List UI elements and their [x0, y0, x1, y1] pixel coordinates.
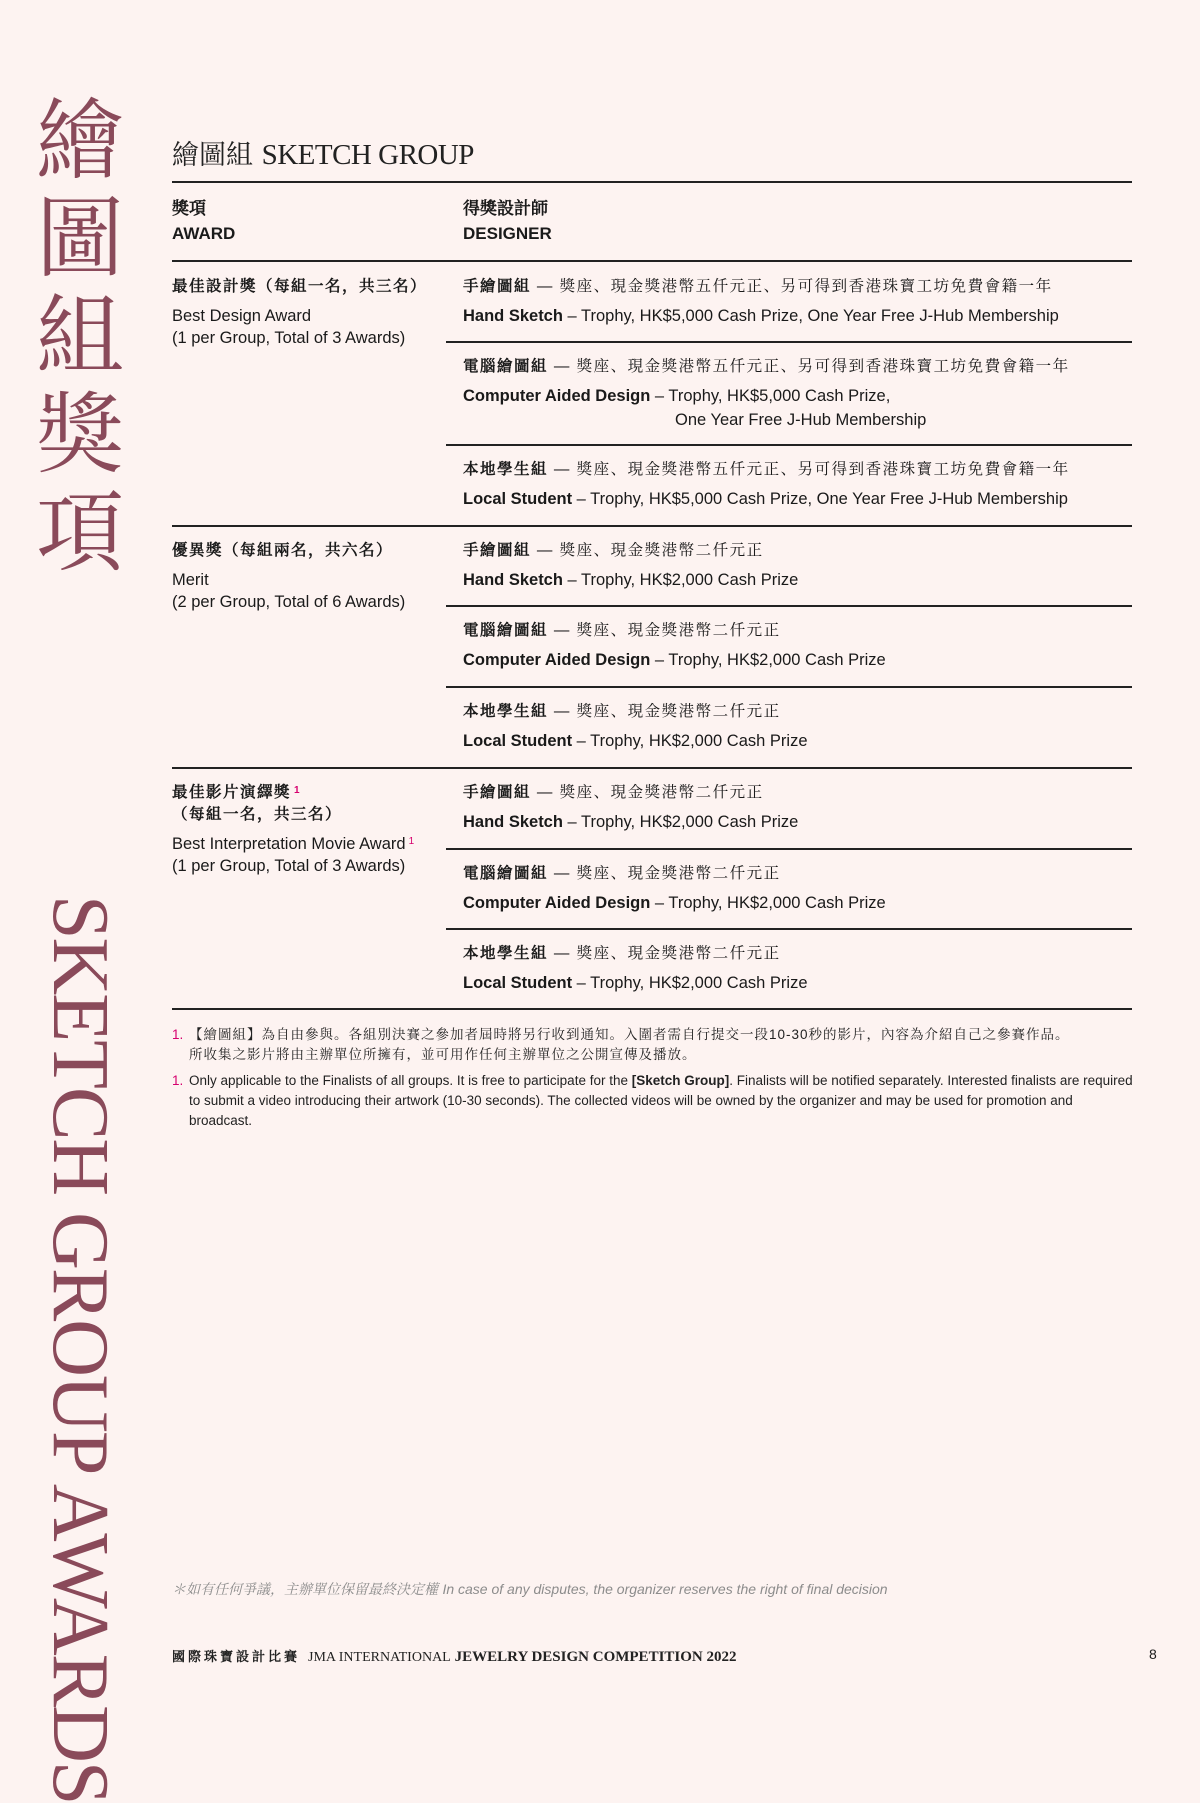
prize-zh-group: 本地學生組 — [463, 945, 549, 962]
prize-en-desc: – Trophy, HK$2,000 Cash Prize — [650, 894, 886, 912]
prize-zh — [463, 355, 1070, 379]
prize-cell — [463, 275, 1059, 329]
footnote-zh-line2: 所收集之影片將由主辦單位所擁有，並可用作任何主辦單位之公開宣傳及播放。 — [189, 1047, 697, 1062]
prize-zh-desc: — 獎座、現金獎港幣二仟元正 — [548, 622, 781, 639]
disclaimer-en: In case of any disputes, the organizer reserves the right of final decision — [442, 1581, 888, 1597]
prize-en — [463, 384, 1070, 431]
prize-zh-group: 本地學生組 — [463, 703, 549, 720]
prize-en-desc: – Trophy, HK$2,000 Cash Prize — [562, 813, 799, 831]
header-rule — [172, 260, 1132, 262]
prize-en-desc-continued: One Year Free J-Hub Membership — [675, 411, 927, 429]
prize-en — [463, 487, 1070, 512]
row-rule — [446, 605, 1132, 607]
footnote-number: 1. — [172, 1027, 184, 1042]
prize-zh-desc: — 獎座、現金獎港幣五仟元正、另可得到香港珠寶工坊免費會籍一年 — [548, 461, 1070, 478]
prize-cell — [463, 781, 798, 835]
footer-en-light: JMA INTERNATIONAL — [308, 1650, 451, 1665]
row-rule — [446, 341, 1132, 343]
page-number: 8 — [1149, 1646, 1157, 1662]
award-zh-text: 最佳影片演繹獎 — [172, 784, 292, 801]
prize-en-group: Local Student — [463, 974, 573, 992]
prize-cell — [463, 619, 886, 673]
side-char: 圖 — [35, 187, 124, 290]
prize-en-group: Computer Aided Design — [463, 387, 651, 405]
row-rule — [446, 928, 1132, 930]
award-en — [172, 833, 414, 855]
footer-zh: 國際珠寶設計比賽 — [172, 1650, 301, 1665]
section-rule — [172, 767, 1132, 769]
prize-en-group: Computer Aided Design — [463, 894, 651, 912]
footnote-number: 1. — [172, 1073, 184, 1088]
prize-zh-group: 本地學生組 — [463, 461, 549, 478]
award-zh-note: （每組一名，共三名） — [172, 806, 343, 823]
prize-zh — [463, 275, 1059, 299]
prize-zh — [463, 781, 798, 805]
side-vertical-title-en: SKETCH GROUP AWARDS — [36, 895, 124, 1803]
prize-en-desc: – Trophy, HK$5,000 Cash Prize, One Year Free J-Hub Membership — [572, 490, 1068, 508]
award-zh: 最佳設計獎（每組一名，共三名） — [172, 278, 428, 295]
footnote-en-post: . Finalists will be notified separately. Interested finalists are required to submit a video introducing their artwork (10-30 seconds). The collected videos will be owned by the organizer and may be used for promotion and broadcast. — [189, 1073, 1133, 1128]
prize-zh-desc: — 獎座、現金獎港幣五仟元正、另可得到香港珠寶工坊免費會籍一年 — [548, 358, 1070, 375]
prize-cell — [463, 355, 1070, 431]
prize-cell — [463, 458, 1070, 512]
prize-cell — [463, 700, 808, 754]
footnote-en-bold: [Sketch Group] — [631, 1073, 730, 1088]
prize-zh-group: 手繪圖組 — [463, 278, 532, 295]
row-rule — [446, 686, 1132, 688]
prize-en-group: Hand Sketch — [463, 571, 563, 589]
header-award-en: AWARD — [172, 224, 236, 243]
side-char: 獎 — [35, 383, 124, 486]
prize-cell — [463, 539, 798, 593]
prize-zh — [463, 700, 808, 724]
prize-en-desc: – Trophy, HK$5,000 Cash Prize, — [650, 387, 891, 405]
award-en-note: (1 per Group, Total of 3 Awards) — [172, 857, 406, 875]
award-en-note: (1 per Group, Total of 3 Awards) — [172, 329, 406, 347]
footnote-marker: 1 — [294, 785, 302, 796]
footnote-en-pre: Only applicable to the Finalists of all groups. It is free to participate for the — [189, 1073, 632, 1088]
prize-zh-desc: — 獎座、現金獎港幣二仟元正 — [548, 865, 781, 882]
prize-en — [463, 891, 886, 916]
side-vertical-title-zh — [30, 89, 130, 584]
side-char: 項 — [35, 481, 124, 584]
header-designer — [463, 196, 552, 246]
prize-zh-group: 電腦繪圖組 — [463, 865, 549, 882]
footnote-en — [172, 1071, 1134, 1131]
prize-zh-group: 手繪圖組 — [463, 542, 532, 559]
prize-zh-group: 電腦繪圖組 — [463, 358, 549, 375]
prize-en-desc: – Trophy, HK$5,000 Cash Prize, One Year Free J-Hub Membership — [562, 307, 1059, 325]
prize-en — [463, 648, 886, 673]
prize-en — [463, 304, 1059, 329]
prize-zh-group: 手繪圖組 — [463, 784, 532, 801]
prize-en-group: Hand Sketch — [463, 813, 563, 831]
prize-en-desc: – Trophy, HK$2,000 Cash Prize — [562, 571, 799, 589]
prize-zh-desc: — 獎座、現金獎港幣二仟元正 — [531, 784, 764, 801]
prize-en — [463, 729, 808, 754]
header-designer-zh: 得獎設計師 — [463, 199, 548, 218]
award-zh: 優異獎（每組兩名，共六名） — [172, 542, 394, 559]
page-title-zh: 繪圖組 — [172, 140, 253, 171]
prize-zh-desc: — 獎座、現金獎港幣二仟元正 — [531, 542, 764, 559]
prize-en-group: Computer Aided Design — [463, 651, 651, 669]
prize-en — [463, 971, 808, 996]
prize-zh-group: 電腦繪圖組 — [463, 622, 549, 639]
footnote-zh — [172, 1025, 1134, 1065]
prize-en-group: Local Student — [463, 490, 573, 508]
award-zh — [172, 781, 301, 804]
prize-en-desc: – Trophy, HK$2,000 Cash Prize — [650, 651, 886, 669]
footer-en-bold: JEWELRY DESIGN COMPETITION 2022 — [454, 1649, 737, 1665]
footnote-zh-line1: 【繪圖組】為自由參與。各組別決賽之參加者屆時將另行收到通知。入圍者需自行提交一段10-30秒的影片，內容為介紹自己之參賽作品。 — [189, 1027, 1070, 1042]
table-top-rule — [172, 181, 1132, 183]
footer — [172, 1646, 737, 1666]
row-rule — [446, 444, 1132, 446]
prize-zh-desc: — 獎座、現金獎港幣五仟元正、另可得到香港珠寶工坊免費會籍一年 — [531, 278, 1053, 295]
header-designer-en: DESIGNER — [463, 224, 552, 243]
prize-cell — [463, 942, 808, 996]
footnote-marker: 1 — [408, 836, 415, 847]
prize-en-group: Hand Sketch — [463, 307, 563, 325]
award-en: Best Design Award — [172, 307, 312, 325]
table-bottom-rule — [172, 1008, 1132, 1010]
header-award-zh: 獎項 — [172, 199, 206, 218]
section-rule — [172, 525, 1132, 527]
prize-cell — [463, 862, 886, 916]
award-en-text: Best Interpretation Movie Award — [172, 835, 406, 853]
award-en-note: (2 per Group, Total of 6 Awards) — [172, 593, 406, 611]
side-char: 組 — [35, 285, 124, 388]
prize-zh — [463, 942, 808, 966]
prize-zh — [463, 862, 886, 886]
prize-zh-desc: — 獎座、現金獎港幣二仟元正 — [548, 945, 781, 962]
header-award — [172, 196, 235, 246]
page-title-en: SKETCH GROUP — [261, 139, 474, 171]
prize-en-desc: – Trophy, HK$2,000 Cash Prize — [572, 732, 808, 750]
prize-zh — [463, 458, 1070, 482]
footnote-en-body — [189, 1071, 1134, 1131]
prize-en-desc: – Trophy, HK$2,000 Cash Prize — [572, 974, 808, 992]
prize-en-group: Local Student — [463, 732, 573, 750]
footnote-zh-body — [189, 1025, 1134, 1065]
disclaimer — [172, 1579, 888, 1599]
prize-en — [463, 568, 798, 593]
prize-zh-desc: — 獎座、現金獎港幣二仟元正 — [548, 703, 781, 720]
award-en: Merit — [172, 571, 209, 589]
prize-en — [463, 810, 798, 835]
page-title — [172, 133, 474, 172]
row-rule — [446, 848, 1132, 850]
prize-zh — [463, 539, 798, 563]
prize-zh — [463, 619, 886, 643]
disclaimer-zh: ＊如有任何爭議，主辦單位保留最終決定權 — [172, 1582, 438, 1598]
side-char: 繪 — [35, 89, 124, 192]
